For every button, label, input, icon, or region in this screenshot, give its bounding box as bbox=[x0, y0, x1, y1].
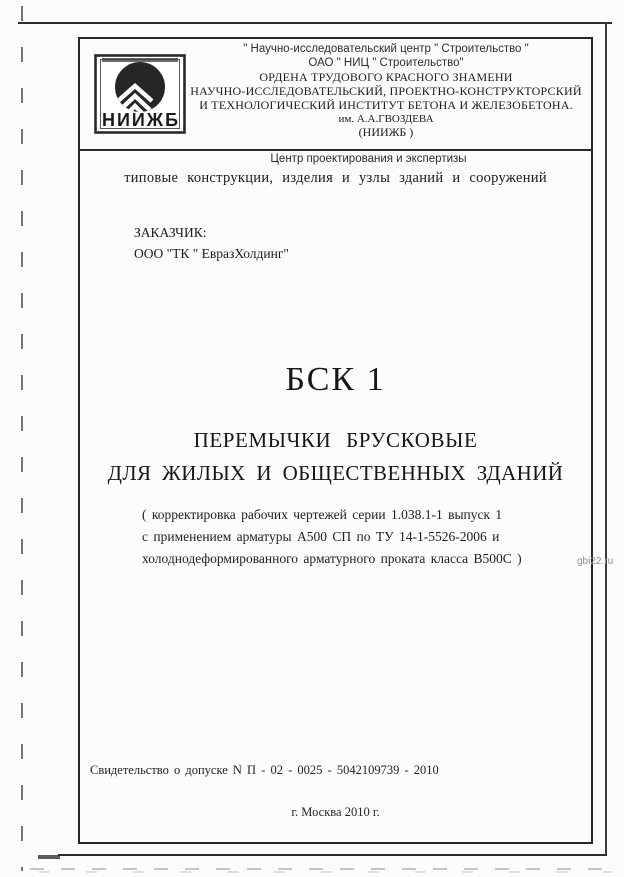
subtitle-line-3: холоднодеформированного арматурного проката класса В500С ) bbox=[142, 551, 522, 566]
document-frame bbox=[78, 37, 593, 844]
left-binding-marks bbox=[21, 6, 23, 871]
logo-text: НИИЖБ bbox=[102, 110, 178, 130]
place-year-line: г. Москва 2010 г. bbox=[291, 805, 380, 819]
niizhb-logo bbox=[94, 54, 186, 134]
series-code: БСК 1 bbox=[285, 361, 386, 398]
organization-header bbox=[190, 42, 582, 139]
org-line-1: " Научно-исследовательский центр " Строительство " bbox=[243, 43, 529, 55]
title-line-1: ПЕРЕМЫЧКИ БРУСКОВЫЕ bbox=[193, 428, 478, 452]
customer-name: ООО "ТК " ЕвразХолдинг" bbox=[134, 246, 289, 261]
department-line: Центр проектирования и экспертизы bbox=[270, 153, 467, 165]
outer-border-bottom bbox=[58, 854, 607, 856]
watermark: gbi22.ru bbox=[577, 556, 614, 567]
scope-line: типовые конструкции, изделия и узлы зданий и сооружений bbox=[124, 170, 547, 186]
scan-smudge bbox=[38, 855, 60, 859]
customer-label: ЗАКАЗЧИК: bbox=[134, 225, 207, 240]
institute-line-3: И ТЕХНОЛОГИЧЕСКИЙ ИНСТИТУТ БЕТОНА И ЖЕЛЕЗОБЕТОНА. bbox=[199, 98, 573, 112]
logo-circle-icon bbox=[115, 62, 165, 112]
subtitle-block bbox=[142, 504, 552, 570]
subtitle-line-2: с применением арматуры А500 СП по ТУ 14-1-5526-2006 и bbox=[142, 529, 500, 544]
subtitle-line-1: ( корректировка рабочих чертежей серии 1.038.1-1 выпуск 1 bbox=[142, 507, 503, 522]
institute-abbreviation: (НИИЖБ ) bbox=[358, 125, 414, 139]
outer-border-right bbox=[605, 22, 607, 856]
org-line-2: ОАО " НИЦ " Строительство" bbox=[308, 57, 464, 69]
customer-block bbox=[134, 222, 289, 264]
institute-line-2: НАУЧНО-ИССЛЕДОВАТЕЛЬСКИЙ, ПРОЕКТНО-КОНСТРУКТОРСКИЙ bbox=[190, 84, 582, 98]
outer-border-top bbox=[18, 22, 612, 24]
named-after-line: им. А.А.ГВОЗДЕВА bbox=[338, 113, 434, 125]
institute-line-1: ОРДЕНА ТРУДОВОГО КРАСНОГО ЗНАМЕНИ bbox=[259, 70, 513, 84]
certificate-line: Свидетельство о допуске N П - 02 - 0025 - 5042109739 - 2010 bbox=[90, 763, 439, 777]
scan-noise-strip bbox=[30, 868, 612, 873]
header-divider bbox=[78, 149, 593, 151]
title-line-2: ДЛЯ ЖИЛЫХ И ОБЩЕСТВЕННЫХ ЗДАНИЙ bbox=[107, 461, 564, 485]
